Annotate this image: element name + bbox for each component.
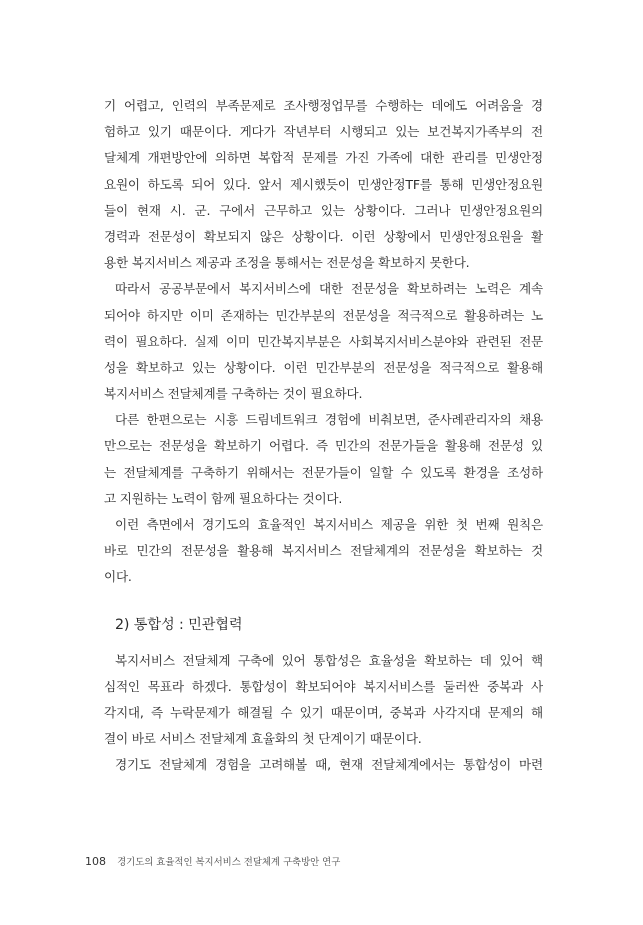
text-line: 만으로는 전문성을 확보하기 어렵다. 즉 민간의 전문가들을 활용해 전문성 있 (104, 438, 543, 454)
paragraph (104, 407, 543, 512)
text-line: 각지대, 즉 누락문제가 해결될 수 있기 때문이며, 중복과 사각지대 문제의 해 (104, 704, 543, 720)
page-footer (85, 850, 340, 869)
text-line: 결이 바로 서비스 전달체계 효율화의 첫 단계이기 때문이다. (104, 731, 422, 747)
text-line: 성을 확보하고 있는 상황이다. 이런 민간부분의 전문성을 적극적으로 활용해 (104, 359, 543, 375)
paragraph (104, 276, 543, 407)
text-line: 기 어렵고, 인력의 부족문제로 조사행정업무를 수행하는 데에도 어려움을 경 (104, 98, 543, 113)
text-line: 이다. (104, 569, 132, 585)
text-line: 용한 복지서비스 제공과 조정을 통해서는 전문성을 확보하지 못한다. (104, 255, 470, 271)
text-line: 바로 민간의 전문성을 활용해 복지서비스 전달체계의 전문성을 확보하는 것 (104, 543, 543, 559)
text-line: 심적인 목표라 하겠다. 통합성이 확보되어야 복지서비스를 둘러싼 중복과 사 (104, 678, 543, 694)
text-line: 경력과 전문성이 확보되지 않은 상황이다. 이런 상황에서 민생안정요원을 활 (104, 228, 543, 244)
text-line: 경기도 전달체계 경험을 고려해볼 때, 현재 전달체계에서는 통합성이 마련 (115, 757, 543, 773)
text-line: 요원이 하도록 되어 있다. 앞서 제시했듯이 민생안정TF를 통해 민생안정요원 (104, 176, 543, 192)
paragraph (104, 93, 543, 276)
text-line: 들이 현재 시. 군. 구에서 근무하고 있는 상황이다. 그러나 민생안정요원의 (104, 202, 543, 218)
text-line: 달체계 개편방안에 의하면 복합적 문제를 가진 가족에 대한 관리를 민생안정 (104, 150, 543, 166)
text-line: 이런 측면에서 경기도의 효율적인 복지서비스 제공을 위한 첫 번째 원칙은 (115, 517, 543, 532)
paragraph (104, 752, 543, 778)
text-line: 복지서비스 전달체계를 구축하는 것이 필요하다. (104, 386, 363, 402)
text-line: 따라서 공공부문에서 복지서비스에 대한 전문성을 확보하려는 노력은 계속 (115, 281, 543, 297)
running-title: 경기도의 효율적인 복지서비스 전달체계 구축방안 연구 (117, 857, 341, 868)
text-line: 험하고 있기 때문이다. 게다가 작년부터 시행되고 있는 보건복지가족부의 전 (104, 124, 543, 140)
page-number: 108 (85, 855, 106, 868)
paragraph (104, 512, 543, 591)
text-line: 복지서비스 전달체계 구축에 있어 통합성은 효율성을 확보하는 데 있어 핵 (115, 652, 543, 668)
body-text (104, 93, 543, 779)
paragraph (104, 648, 543, 753)
text-line: 력이 필요하다. 실제 이미 민간복지부분은 사회복지서비스분야와 관련된 전문 (104, 333, 543, 349)
text-line: 되어야 하지만 이미 존재하는 민간부분의 전문성을 적극적으로 활용하려는 노 (104, 307, 543, 323)
text-line: 고 지원하는 노력이 함께 필요하다는 것이다. (104, 490, 343, 506)
section-heading: 2) 통합성 : 민관협력 (115, 616, 243, 633)
text-line: 는 전달체계를 구축하기 위해서는 전문가들이 일할 수 있도록 환경을 조성하 (104, 464, 543, 480)
text-line: 다른 한편으로는 시흥 드림네트워크 경험에 비춰보면, 준사례관리자의 채용 (115, 412, 543, 428)
